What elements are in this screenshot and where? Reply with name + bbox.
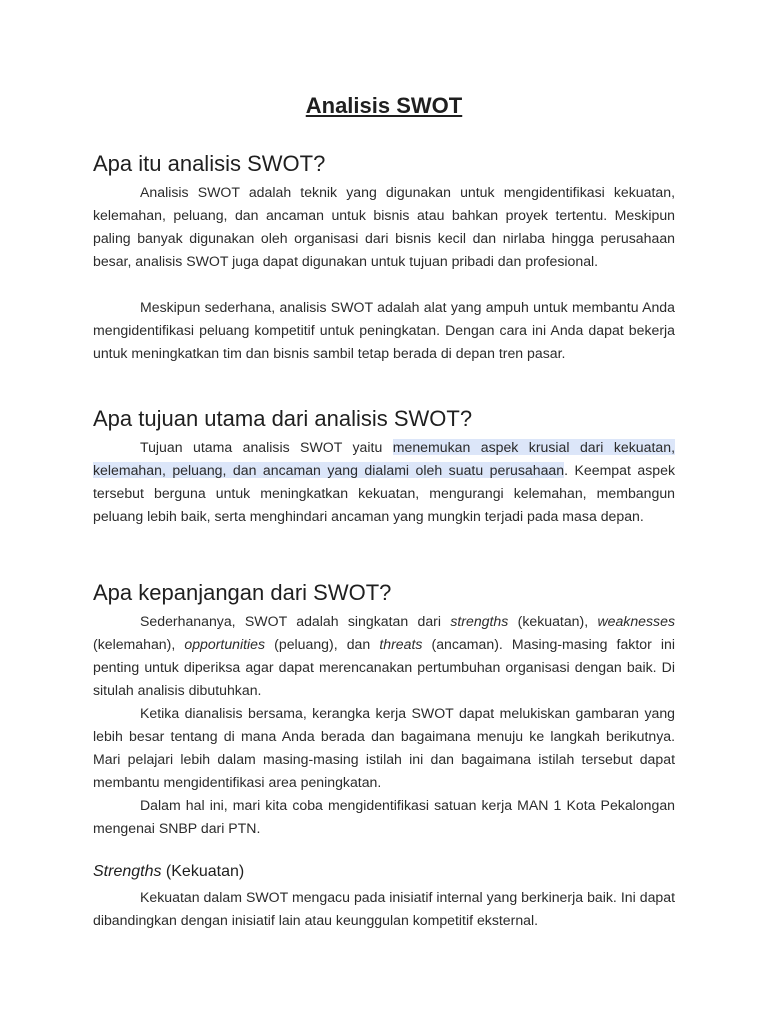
- paragraph-swot-framework: Ketika dianalisis bersama, kerangka kerja SWOT dapat melukiskan gambaran yang lebih besar tentang di mana Anda berada dan bagaimana menuju ke langkah berikutnya. Mari pelajari lebih dalam masing-masing istilah ini dan bagaimana istilah tersebut dapat membantu mengidentifikasi area peningkatan.: [93, 705, 675, 790]
- heading-swot-acronym: Apa kepanjangan dari SWOT?: [93, 580, 392, 605]
- acronym-text-c: (kelemahan),: [93, 636, 185, 652]
- term-opportunities: opportunities: [184, 636, 266, 652]
- paragraph-strengths: Kekuatan dalam SWOT mengacu pada inisiatif internal yang berkinerja baik. Ini dapat dibandingkan dengan inisiatif lain atau keunggulan kompetitif eksternal.: [93, 889, 675, 928]
- paragraph-swot-purpose: [93, 436, 675, 528]
- term-threats: threats: [379, 636, 423, 652]
- heading-strengths-rest: (Kekuatan): [161, 863, 245, 880]
- heading-strengths-italic: Strengths: [93, 863, 162, 880]
- acronym-text-d: (peluang), dan: [265, 636, 380, 652]
- purpose-text-end: . Keempat aspek tersebut berguna untuk meningkatkan kekuatan, mengurangi kelemahan, membangun peluang lebih baik, serta menghindari ancaman yang mungkin terjadi pada masa depan.: [93, 462, 675, 524]
- document-title: Analisis SWOT: [305, 93, 463, 118]
- paragraph-swot-example: Dalam hal ini, mari kita coba mengidentifikasi satuan kerja MAN 1 Kota Pekalongan mengenai SNBP dari PTN.: [93, 797, 675, 836]
- heading-swot-purpose: Apa tujuan utama dari analisis SWOT?: [93, 406, 473, 431]
- purpose-text-start: Tujuan utama analisis SWOT yaitu: [140, 439, 393, 455]
- term-strengths: strengths: [450, 613, 509, 629]
- heading-strengths: [93, 860, 244, 883]
- acronym-text-e: (ancaman). Masing-masing faktor ini penting untuk diperiksa agar dapat merencanakan pertumbuhan organisasi dengan baik. Di situlah analisis dibutuhkan.: [93, 636, 675, 698]
- heading-what-is-swot: Apa itu analisis SWOT?: [93, 151, 326, 176]
- paragraph-swot-tool: Meskipun sederhana, analisis SWOT adalah alat yang ampuh untuk membantu Anda mengidentifikasi peluang kompetitif untuk peningkatan. Dengan cara ini Anda dapat bekerja untuk meningkatkan tim dan bisnis sambil tetap berada di depan tren pasar.: [93, 299, 675, 361]
- term-weaknesses: weaknesses: [597, 613, 675, 629]
- paragraph-swot-definition: Analisis SWOT adalah teknik yang digunakan untuk mengidentifikasi kekuatan, kelemahan, peluang, dan ancaman untuk bisnis atau bahkan proyek tertentu. Meskipun paling banyak digunakan oleh organisasi dari bisnis kecil dan nirlaba hingga perusahaan besar, analisis SWOT juga dapat digunakan untuk tujuan pribadi dan profesional.: [93, 184, 675, 269]
- paragraph-swot-acronym: [93, 610, 675, 702]
- acronym-text-a: Sederhananya, SWOT adalah singkatan dari: [140, 613, 451, 629]
- highlighted-text: menemukan aspek krusial dari kekuatan, kelemahan, peluang, dan ancaman yang dialami oleh suatu perusahaan: [93, 439, 675, 478]
- acronym-text-b: (kekuatan),: [508, 613, 598, 629]
